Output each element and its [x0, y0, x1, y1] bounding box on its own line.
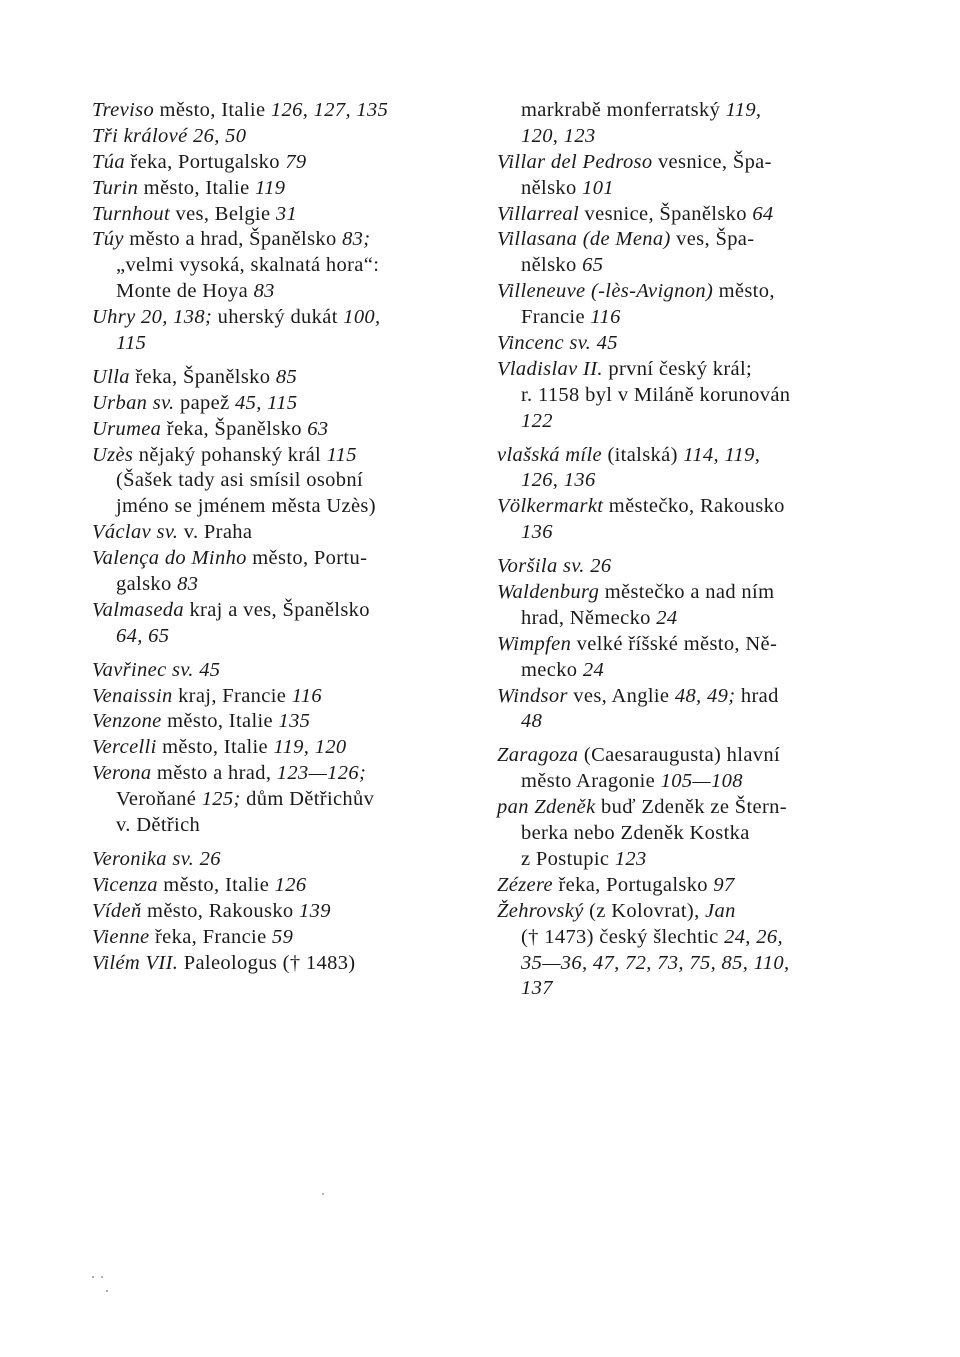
index-line [497, 709, 877, 735]
index-line [92, 761, 474, 787]
index-italic-text: 139 [299, 899, 331, 922]
index-line [497, 769, 877, 795]
index-text: v. Praha [178, 521, 253, 544]
index-text: vesnice, Španělsko [579, 202, 753, 225]
index-text: berka nebo Zdeněk Kostka [521, 822, 750, 845]
index-text: město, Italie [161, 710, 279, 733]
index-italic-text: Turnhout [92, 202, 170, 225]
index-line [92, 951, 474, 977]
index-italic-text: Völkermarkt [497, 495, 604, 518]
index-line [497, 847, 877, 873]
index-line [497, 658, 877, 684]
index-italic-text: Treviso [92, 99, 155, 121]
index-line [92, 709, 474, 735]
index-line [92, 520, 474, 546]
index-text: hrad, Německo [521, 606, 657, 629]
index-italic-text: 24 [656, 606, 678, 629]
index-line [497, 795, 877, 821]
index-line [92, 813, 474, 839]
index-italic-text: 20, 138; [141, 306, 213, 329]
index-text: (italská) [601, 443, 684, 466]
index-italic-text: 126, 127, 135 [270, 99, 389, 121]
index-italic-text: Venaissin [92, 684, 173, 707]
index-line [497, 357, 877, 383]
index-text: město, Rakousko [141, 899, 299, 922]
index-text: řeka, Španělsko [161, 417, 308, 440]
index-line [92, 468, 474, 494]
index-line [497, 227, 877, 253]
index-column-right [497, 98, 877, 1002]
index-line [497, 202, 877, 228]
index-italic-text: 31 [275, 202, 298, 225]
index-line [92, 847, 474, 873]
index-text: nělsko [521, 176, 583, 199]
index-line [497, 443, 877, 469]
index-text: Monte de Hoya [116, 280, 254, 303]
index-text: město, Italie [156, 736, 274, 759]
index-italic-text: 122 [521, 409, 553, 432]
index-italic-text: 114, 119, [683, 443, 761, 466]
index-text: uherský dukát [212, 306, 344, 329]
index-italic-text: 35—36, 47, 72, 73, 75, 85, 110, [521, 951, 790, 974]
index-text: markrabě monferratský [521, 99, 726, 121]
index-italic-text: 119 [255, 176, 286, 199]
index-line [497, 554, 877, 580]
index-line [92, 176, 474, 202]
index-line [92, 735, 474, 761]
index-line [497, 743, 877, 769]
index-text: dům Dětřichův [240, 788, 375, 811]
index-text: řeka, Španělsko [129, 365, 276, 388]
index-text: řeka, Portugalsko [553, 873, 714, 896]
index-line [92, 417, 474, 443]
index-text: hrad [735, 684, 779, 707]
index-italic-text: Turin [92, 176, 139, 199]
scan-speck [106, 1290, 108, 1292]
index-text: galsko [116, 573, 178, 596]
index-text: město, Italie [138, 176, 256, 199]
index-text: městečko, Rakousko [603, 495, 785, 518]
index-text: (Caesaraugusta) hlavní [578, 744, 781, 767]
index-text: vesnice, Špa- [652, 150, 772, 173]
index-italic-text: 126 [274, 873, 307, 896]
index-italic-text: Zaragoza [497, 744, 579, 767]
index-italic-text: Vavřinec sv. 45 [92, 658, 221, 681]
index-line [92, 305, 474, 331]
index-italic-text: Vídeň [92, 899, 142, 922]
index-italic-text: Žehrovský [497, 899, 584, 922]
index-italic-text: 79 [285, 150, 307, 173]
index-text: ves, Belgie [170, 202, 276, 225]
index-line [497, 632, 877, 658]
index-italic-text: pan Zdeněk [497, 796, 596, 819]
index-italic-text: Voršila sv. 26 [497, 555, 612, 578]
index-text: „velmi vysoká, skalnatá hora“: [116, 254, 380, 277]
index-italic-text: Villasana (de Mena) [497, 228, 671, 251]
index-text: nějaký pohanský král [133, 443, 327, 466]
index-line [92, 787, 474, 813]
index-italic-text: 83 [177, 573, 199, 596]
scan-speck [92, 1276, 94, 1278]
index-italic-text: 64, 65 [116, 624, 170, 647]
index-text: Veroňané [116, 788, 202, 811]
index-text: ves, Anglie [567, 684, 675, 707]
index-italic-text: Vladislav II. [497, 357, 603, 380]
index-line [92, 391, 474, 417]
index-italic-text: Túy [92, 228, 124, 251]
index-italic-text: Uzès [92, 443, 134, 466]
index-text: Francie [521, 306, 591, 329]
index-line [92, 546, 474, 572]
index-line [497, 684, 877, 710]
index-line [497, 951, 877, 977]
index-italic-text: Villarreal [497, 202, 580, 225]
index-text: (Šašek tady asi smísil osobní [116, 469, 364, 492]
index-line [92, 227, 474, 253]
index-line [497, 124, 877, 150]
index-text: mecko [521, 658, 583, 681]
index-line [92, 624, 474, 650]
index-line [92, 279, 474, 305]
index-line [497, 150, 877, 176]
index-text: město Aragonie [521, 770, 661, 793]
index-italic-text: vlašská míle [497, 443, 602, 466]
index-italic-text: 85 [275, 365, 298, 388]
index-italic-text: 115 [116, 332, 147, 355]
index-line [497, 409, 877, 435]
index-italic-text: 101 [582, 176, 614, 199]
index-line [92, 572, 474, 598]
index-italic-text: 123 [614, 847, 647, 870]
index-text: kraj a ves, Španělsko [183, 598, 370, 621]
index-italic-text: 125; [201, 788, 241, 811]
index-text: buď Zdeněk ze Štern- [595, 796, 787, 819]
index-italic-text: 100, [343, 306, 381, 329]
index-line [92, 684, 474, 710]
index-line [92, 98, 474, 124]
index-italic-text: 105—108 [660, 770, 743, 793]
index-text: jméno se jménem města Uzès) [116, 495, 376, 518]
index-line [497, 580, 877, 606]
index-line [92, 253, 474, 279]
index-italic-text: Ulla [92, 365, 130, 388]
index-line [497, 305, 877, 331]
index-italic-text: Uhry [92, 306, 136, 329]
index-italic-text: Václav sv. [92, 521, 179, 544]
index-italic-text: Valmaseda [92, 598, 184, 621]
index-text: město a hrad, Španělsko [123, 228, 343, 251]
index-column-left [92, 98, 474, 976]
index-line [92, 202, 474, 228]
index-line [92, 658, 474, 684]
index-italic-text: 24 [582, 658, 605, 681]
index-line [497, 253, 877, 279]
index-text: († 1473) český šlechtic [521, 925, 725, 948]
index-italic-text: 83; [342, 228, 371, 251]
index-line [92, 365, 474, 391]
index-italic-text: Veronika sv. 26 [92, 847, 221, 870]
index-italic-text: Túa [92, 150, 125, 173]
index-text: papež [174, 391, 235, 414]
index-line [497, 925, 877, 951]
index-line [92, 494, 474, 520]
index-italic-text: Valença do Minho [92, 547, 247, 570]
index-italic-text: 64 [752, 202, 774, 225]
index-text: město a hrad, [151, 762, 277, 785]
index-italic-text: Tři králové 26, 50 [92, 124, 247, 147]
index-text: velké říšské město, Ně- [571, 632, 778, 655]
index-text: Paleologus († 1483) [178, 951, 356, 974]
index-italic-text: 48, 49; [674, 684, 736, 707]
index-line [92, 873, 474, 899]
index-text: (z Kolovrat), [583, 899, 706, 922]
index-line [92, 150, 474, 176]
index-line [497, 331, 877, 357]
index-italic-text: 65 [582, 254, 604, 277]
index-line [497, 873, 877, 899]
index-line [92, 443, 474, 469]
index-line [497, 821, 877, 847]
index-text: první český král; [602, 357, 753, 380]
scan-speck [322, 1193, 324, 1195]
index-text: řeka, Portugalsko [124, 150, 286, 173]
index-italic-text: 59 [272, 925, 294, 948]
index-line [497, 468, 877, 494]
index-italic-text: Wimpfen [497, 632, 572, 655]
index-italic-text: Jan [705, 899, 736, 922]
index-italic-text: Venzone [92, 710, 162, 733]
index-italic-text: Vienne [92, 925, 150, 948]
index-text: městečko a nad ním [599, 581, 775, 604]
index-text: řeka, Francie [149, 925, 272, 948]
index-line [497, 606, 877, 632]
index-italic-text: Vercelli [92, 736, 157, 759]
index-italic-text: Windsor [497, 684, 568, 707]
index-italic-text: 136 [521, 521, 553, 544]
index-line [497, 520, 877, 546]
index-italic-text: Urban sv. [92, 391, 175, 414]
index-italic-text: Villar del Pedroso [497, 150, 653, 173]
index-italic-text: Waldenburg [497, 581, 600, 604]
index-italic-text: 120, 123 [521, 124, 596, 147]
index-line [92, 598, 474, 624]
index-line [497, 976, 877, 1002]
index-italic-text: 48 [521, 710, 543, 733]
index-line [497, 279, 877, 305]
index-text: nělsko [521, 254, 583, 277]
index-line [92, 925, 474, 951]
index-italic-text: Urumea [92, 417, 162, 440]
scan-speck [101, 1276, 103, 1278]
index-line [497, 383, 877, 409]
index-italic-text: 97 [713, 873, 735, 896]
index-text: r. 1158 byl v Miláně korunován [521, 383, 791, 406]
index-text: město, Portu- [246, 547, 368, 570]
index-italic-text: Vincenc sv. 45 [497, 332, 618, 355]
index-italic-text: 137 [521, 977, 553, 1000]
index-italic-text: 116 [291, 684, 322, 707]
index-text: z Postupic [521, 847, 615, 870]
index-italic-text: 24, 26, [724, 925, 783, 948]
index-italic-text: Zézere [497, 873, 553, 896]
index-italic-text: Verona [92, 762, 152, 785]
index-line [497, 494, 877, 520]
index-text: v. Dětřich [116, 814, 201, 837]
index-text: ves, Špa- [670, 228, 755, 251]
index-italic-text: Vilém VII. [92, 951, 179, 974]
index-line [92, 331, 474, 357]
index-italic-text: 45, 115 [235, 391, 298, 414]
index-line [497, 176, 877, 202]
index-text: město, [713, 280, 775, 303]
index-italic-text: 135 [278, 710, 311, 733]
index-italic-text: 115 [326, 443, 357, 466]
index-line [497, 899, 877, 925]
index-italic-text: 126, 136 [521, 469, 596, 492]
index-italic-text: 63 [307, 417, 329, 440]
index-text: město, Italie [157, 873, 275, 896]
index-line [92, 124, 474, 150]
index-line [92, 899, 474, 925]
index-italic-text: 83 [253, 280, 275, 303]
index-text: město, Italie [154, 99, 271, 121]
index-italic-text: 119, 120 [273, 736, 347, 759]
index-italic-text: Vicenza [92, 873, 158, 896]
index-text: kraj, Francie [172, 684, 292, 707]
index-italic-text: Villeneuve (-lès-Avignon) [497, 280, 714, 303]
index-italic-text: 116 [590, 306, 621, 329]
index-italic-text: 119, [725, 99, 762, 121]
index-line [497, 98, 877, 124]
index-italic-text: 123—126; [276, 762, 367, 785]
